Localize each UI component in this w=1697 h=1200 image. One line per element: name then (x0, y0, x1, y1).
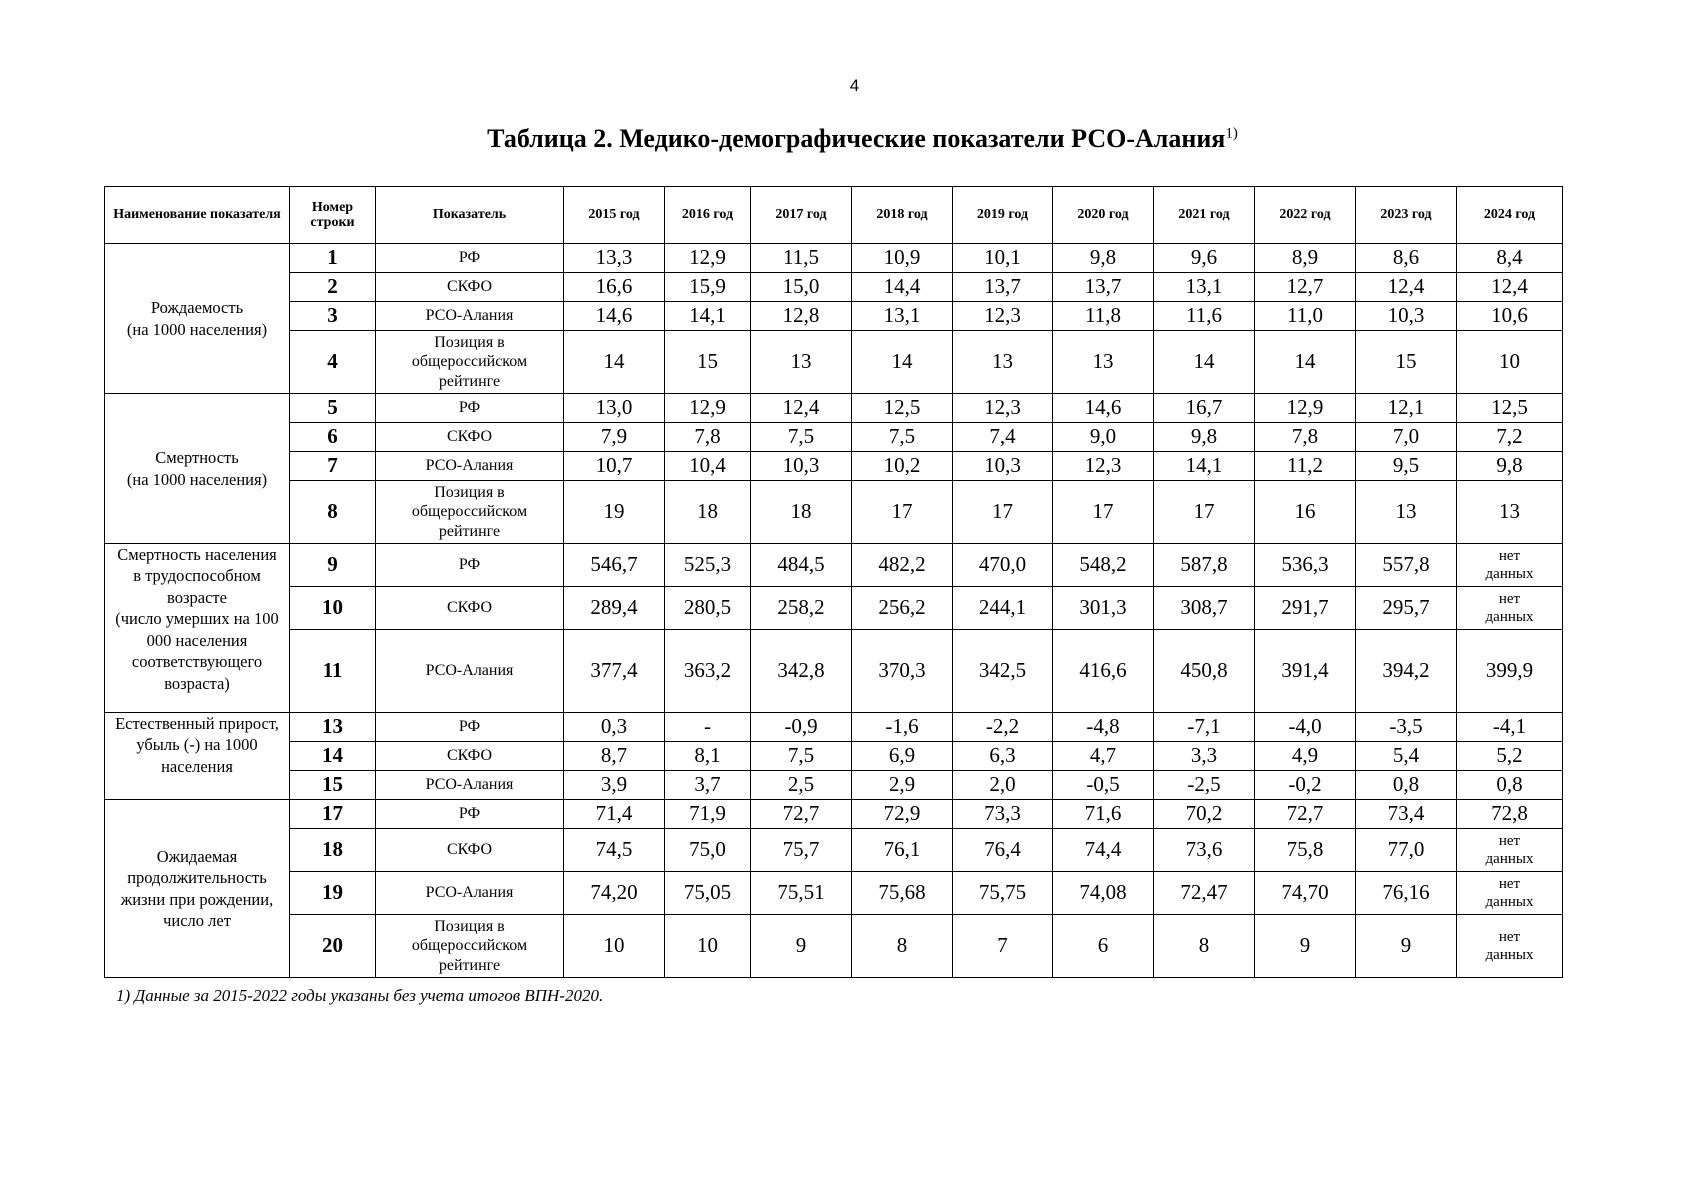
value-cell: 12,4 (751, 394, 852, 423)
value-cell: 3,7 (665, 771, 751, 800)
header-year: 2022 год (1255, 187, 1356, 244)
value-cell: 12,9 (665, 244, 751, 273)
value-cell: 12,7 (1255, 273, 1356, 302)
value-cell: 15,0 (751, 273, 852, 302)
indicator-label: СКФО (376, 587, 564, 630)
value-cell: 256,2 (852, 587, 953, 630)
value-cell: 77,0 (1356, 829, 1457, 872)
value-cell: 280,5 (665, 587, 751, 630)
value-cell: -2,2 (953, 713, 1053, 742)
value-cell: 12,8 (751, 302, 852, 331)
category-name: Смертность населения в трудоспособном возрасте (число умерших на 100 000 населения соответствующего возраста) (105, 544, 290, 713)
value-cell: 10,2 (852, 452, 953, 481)
value-cell: 11,5 (751, 244, 852, 273)
value-cell: 0,8 (1457, 771, 1563, 800)
table-row (105, 331, 1563, 394)
value-cell: 13 (1457, 481, 1563, 544)
value-cell: 5,4 (1356, 742, 1457, 771)
value-cell: 14,1 (665, 302, 751, 331)
value-cell: 14,4 (852, 273, 953, 302)
value-cell: 370,3 (852, 630, 953, 713)
value-cell: 2,5 (751, 771, 852, 800)
value-cell: 8,7 (564, 742, 665, 771)
value-cell: 5,2 (1457, 742, 1563, 771)
value-cell: 75,05 (665, 872, 751, 915)
value-cell: 17 (1053, 481, 1154, 544)
value-cell: 14 (1255, 331, 1356, 394)
row-number: 13 (290, 713, 376, 742)
row-number: 18 (290, 829, 376, 872)
value-cell: 72,47 (1154, 872, 1255, 915)
indicator-label: РСО-Алания (376, 302, 564, 331)
value-cell: 12,3 (953, 394, 1053, 423)
value-cell: 72,7 (1255, 800, 1356, 829)
value-cell: 342,5 (953, 630, 1053, 713)
row-number: 15 (290, 771, 376, 800)
indicator-label: Позиция в общероссийском рейтинге (376, 331, 564, 394)
value-cell: 74,20 (564, 872, 665, 915)
value-cell: -7,1 (1154, 713, 1255, 742)
value-cell: 10,6 (1457, 302, 1563, 331)
value-cell: 10,7 (564, 452, 665, 481)
value-cell: 13 (1356, 481, 1457, 544)
value-cell: 17 (1154, 481, 1255, 544)
table-row (105, 713, 1563, 742)
indicator-label: РФ (376, 800, 564, 829)
value-cell: 72,9 (852, 800, 953, 829)
value-cell: 75,75 (953, 872, 1053, 915)
value-cell: 7,4 (953, 423, 1053, 452)
row-number: 4 (290, 331, 376, 394)
value-cell: 9,8 (1154, 423, 1255, 452)
value-cell: 11,6 (1154, 302, 1255, 331)
indicator-label: Позиция в общероссийском рейтинге (376, 481, 564, 544)
value-cell: 15 (1356, 331, 1457, 394)
table-row (105, 800, 1563, 829)
value-cell: 289,4 (564, 587, 665, 630)
value-cell: нет данных (1457, 544, 1563, 587)
table-row (105, 587, 1563, 630)
value-cell: 12,9 (1255, 394, 1356, 423)
value-cell: 16 (1255, 481, 1356, 544)
value-cell: 12,4 (1457, 273, 1563, 302)
header-year: 2020 год (1053, 187, 1154, 244)
value-cell: 12,9 (665, 394, 751, 423)
row-number: 20 (290, 915, 376, 978)
value-cell: 74,08 (1053, 872, 1154, 915)
header-year: 2017 год (751, 187, 852, 244)
value-cell: 75,0 (665, 829, 751, 872)
header-year: 2019 год (953, 187, 1053, 244)
value-cell: 9,0 (1053, 423, 1154, 452)
header-indicator: Показатель (376, 187, 564, 244)
value-cell: 536,3 (1255, 544, 1356, 587)
value-cell: 76,1 (852, 829, 953, 872)
value-cell: 482,2 (852, 544, 953, 587)
value-cell: 8,1 (665, 742, 751, 771)
indicator-label: РСО-Алания (376, 771, 564, 800)
category-name: Смертность (на 1000 населения) (105, 394, 290, 544)
footnote: 1) Данные за 2015-2022 годы указаны без учета итогов ВПН-2020. (116, 986, 604, 1005)
row-number: 7 (290, 452, 376, 481)
value-cell: 342,8 (751, 630, 852, 713)
row-number: 1 (290, 244, 376, 273)
indicator-label: РФ (376, 394, 564, 423)
demographic-table (104, 186, 1563, 978)
value-cell: 416,6 (1053, 630, 1154, 713)
value-cell: 10,1 (953, 244, 1053, 273)
table-row (105, 771, 1563, 800)
header-year: 2024 год (1457, 187, 1563, 244)
value-cell: 450,8 (1154, 630, 1255, 713)
table-row (105, 872, 1563, 915)
category-name: Ожидаемая продолжительность жизни при рождении, число лет (105, 800, 290, 978)
value-cell: 258,2 (751, 587, 852, 630)
value-cell: -0,2 (1255, 771, 1356, 800)
value-cell: 557,8 (1356, 544, 1457, 587)
page-number: 4 (849, 76, 860, 95)
table-row (105, 394, 1563, 423)
value-cell: 76,4 (953, 829, 1053, 872)
value-cell: -2,5 (1154, 771, 1255, 800)
value-cell: 14,6 (1053, 394, 1154, 423)
row-number: 2 (290, 273, 376, 302)
value-cell: 0,3 (564, 713, 665, 742)
table-body (105, 244, 1563, 978)
value-cell: 18 (665, 481, 751, 544)
header-year: 2015 год (564, 187, 665, 244)
value-cell: 72,8 (1457, 800, 1563, 829)
value-cell: 13 (1053, 331, 1154, 394)
value-cell: 15 (665, 331, 751, 394)
value-cell: 9,8 (1457, 452, 1563, 481)
row-number: 17 (290, 800, 376, 829)
value-cell: 363,2 (665, 630, 751, 713)
value-cell: 12,5 (1457, 394, 1563, 423)
value-cell: - (665, 713, 751, 742)
value-cell: 12,3 (1053, 452, 1154, 481)
value-cell: 3,9 (564, 771, 665, 800)
value-cell: 11,0 (1255, 302, 1356, 331)
value-cell: 7,0 (1356, 423, 1457, 452)
value-cell: 484,5 (751, 544, 852, 587)
header-year: 2021 год (1154, 187, 1255, 244)
value-cell: 13,1 (1154, 273, 1255, 302)
value-cell: 75,7 (751, 829, 852, 872)
value-cell: 13,1 (852, 302, 953, 331)
value-cell: 10,9 (852, 244, 953, 273)
value-cell: 14 (1154, 331, 1255, 394)
row-number: 10 (290, 587, 376, 630)
header-row (105, 187, 1563, 244)
indicator-label: Позиция в общероссийском рейтинге (376, 915, 564, 978)
value-cell: 470,0 (953, 544, 1053, 587)
value-cell: 7,9 (564, 423, 665, 452)
value-cell: 14,6 (564, 302, 665, 331)
value-cell: 10 (564, 915, 665, 978)
value-cell: 7 (953, 915, 1053, 978)
value-cell: 76,16 (1356, 872, 1457, 915)
value-cell: -3,5 (1356, 713, 1457, 742)
value-cell: 7,5 (751, 742, 852, 771)
value-cell: 291,7 (1255, 587, 1356, 630)
value-cell: 73,4 (1356, 800, 1457, 829)
table-row (105, 452, 1563, 481)
value-cell: 74,5 (564, 829, 665, 872)
value-cell: 6,3 (953, 742, 1053, 771)
value-cell: нет данных (1457, 872, 1563, 915)
value-cell: 9,8 (1053, 244, 1154, 273)
value-cell: 75,8 (1255, 829, 1356, 872)
value-cell: 9 (1255, 915, 1356, 978)
value-cell: 71,4 (564, 800, 665, 829)
title-footnote-mark: 1) (1225, 125, 1238, 142)
row-number: 8 (290, 481, 376, 544)
value-cell: 72,7 (751, 800, 852, 829)
value-cell: 308,7 (1154, 587, 1255, 630)
value-cell: 13 (751, 331, 852, 394)
value-cell: 8,4 (1457, 244, 1563, 273)
value-cell: 7,2 (1457, 423, 1563, 452)
table-row (105, 302, 1563, 331)
header-year: 2018 год (852, 187, 953, 244)
indicator-label: РСО-Алания (376, 452, 564, 481)
value-cell: 13,0 (564, 394, 665, 423)
value-cell: 13,7 (953, 273, 1053, 302)
value-cell: 10,3 (1356, 302, 1457, 331)
value-cell: -0,9 (751, 713, 852, 742)
indicator-label: СКФО (376, 273, 564, 302)
indicator-label: РФ (376, 244, 564, 273)
value-cell: 9 (1356, 915, 1457, 978)
indicator-label: СКФО (376, 423, 564, 452)
row-number: 14 (290, 742, 376, 771)
value-cell: 18 (751, 481, 852, 544)
value-cell: 10,4 (665, 452, 751, 481)
value-cell: 17 (852, 481, 953, 544)
row-number: 6 (290, 423, 376, 452)
value-cell: 10 (665, 915, 751, 978)
value-cell: 587,8 (1154, 544, 1255, 587)
table-row (105, 915, 1563, 978)
indicator-label: СКФО (376, 742, 564, 771)
value-cell: 391,4 (1255, 630, 1356, 713)
value-cell: 11,8 (1053, 302, 1154, 331)
category-name: Рождаемость (на 1000 населения) (105, 244, 290, 394)
value-cell: 6,9 (852, 742, 953, 771)
value-cell: 14 (564, 331, 665, 394)
table-row (105, 273, 1563, 302)
value-cell: 6 (1053, 915, 1154, 978)
value-cell: 14 (852, 331, 953, 394)
value-cell: 16,7 (1154, 394, 1255, 423)
value-cell: 9,5 (1356, 452, 1457, 481)
header-year: 2016 год (665, 187, 751, 244)
table-title (14, 124, 1697, 154)
value-cell: 17 (953, 481, 1053, 544)
value-cell: 8,9 (1255, 244, 1356, 273)
value-cell: 7,8 (665, 423, 751, 452)
row-number: 11 (290, 630, 376, 713)
value-cell: 244,1 (953, 587, 1053, 630)
value-cell: 9,6 (1154, 244, 1255, 273)
value-cell: 71,6 (1053, 800, 1154, 829)
indicator-label: СКФО (376, 829, 564, 872)
value-cell: -0,5 (1053, 771, 1154, 800)
indicator-label: РСО-Алания (376, 630, 564, 713)
table-row (105, 244, 1563, 273)
value-cell: 12,3 (953, 302, 1053, 331)
value-cell: 15,9 (665, 273, 751, 302)
value-cell: 7,5 (852, 423, 953, 452)
value-cell: 548,2 (1053, 544, 1154, 587)
value-cell: нет данных (1457, 829, 1563, 872)
value-cell: -4,8 (1053, 713, 1154, 742)
row-number: 9 (290, 544, 376, 587)
value-cell: 16,6 (564, 273, 665, 302)
value-cell: 295,7 (1356, 587, 1457, 630)
table-title-text: Таблица 2. Медико-демографические показатели РСО-Алания (487, 124, 1226, 153)
value-cell: -1,6 (852, 713, 953, 742)
value-cell: 12,4 (1356, 273, 1457, 302)
row-number: 5 (290, 394, 376, 423)
value-cell: 74,4 (1053, 829, 1154, 872)
value-cell: 394,2 (1356, 630, 1457, 713)
value-cell: 525,3 (665, 544, 751, 587)
value-cell: 10,3 (751, 452, 852, 481)
value-cell: 2,0 (953, 771, 1053, 800)
value-cell: 11,2 (1255, 452, 1356, 481)
value-cell: 4,7 (1053, 742, 1154, 771)
value-cell: 377,4 (564, 630, 665, 713)
indicator-label: РФ (376, 713, 564, 742)
value-cell: 8 (1154, 915, 1255, 978)
value-cell: 301,3 (1053, 587, 1154, 630)
header-name: Наименование показателя (105, 187, 290, 244)
value-cell: 8,6 (1356, 244, 1457, 273)
value-cell: 10 (1457, 331, 1563, 394)
value-cell: 14,1 (1154, 452, 1255, 481)
value-cell: 9 (751, 915, 852, 978)
table-row (105, 481, 1563, 544)
value-cell: 10,3 (953, 452, 1053, 481)
value-cell: 12,1 (1356, 394, 1457, 423)
value-cell: 7,5 (751, 423, 852, 452)
value-cell: 3,3 (1154, 742, 1255, 771)
category-name: Естественный прирост, убыль (-) на 1000 населения (105, 713, 290, 800)
value-cell: 75,68 (852, 872, 953, 915)
value-cell: 13 (953, 331, 1053, 394)
indicator-label: РСО-Алания (376, 872, 564, 915)
value-cell: 399,9 (1457, 630, 1563, 713)
value-cell: нет данных (1457, 587, 1563, 630)
value-cell: 70,2 (1154, 800, 1255, 829)
value-cell: 71,9 (665, 800, 751, 829)
header-row-number: Номер строки (290, 187, 376, 244)
value-cell: 4,9 (1255, 742, 1356, 771)
value-cell: 19 (564, 481, 665, 544)
value-cell: 74,70 (1255, 872, 1356, 915)
value-cell: 0,8 (1356, 771, 1457, 800)
table-row (105, 423, 1563, 452)
table-row (105, 829, 1563, 872)
value-cell: 13,7 (1053, 273, 1154, 302)
value-cell: -4,1 (1457, 713, 1563, 742)
row-number: 19 (290, 872, 376, 915)
value-cell: 7,8 (1255, 423, 1356, 452)
header-year: 2023 год (1356, 187, 1457, 244)
value-cell: 8 (852, 915, 953, 978)
table-row (105, 742, 1563, 771)
value-cell: 12,5 (852, 394, 953, 423)
value-cell: 546,7 (564, 544, 665, 587)
value-cell: 73,3 (953, 800, 1053, 829)
table-row (105, 630, 1563, 713)
value-cell: -4,0 (1255, 713, 1356, 742)
value-cell: 73,6 (1154, 829, 1255, 872)
row-number: 3 (290, 302, 376, 331)
value-cell: нет данных (1457, 915, 1563, 978)
table-row (105, 544, 1563, 587)
value-cell: 75,51 (751, 872, 852, 915)
value-cell: 13,3 (564, 244, 665, 273)
indicator-label: РФ (376, 544, 564, 587)
value-cell: 2,9 (852, 771, 953, 800)
